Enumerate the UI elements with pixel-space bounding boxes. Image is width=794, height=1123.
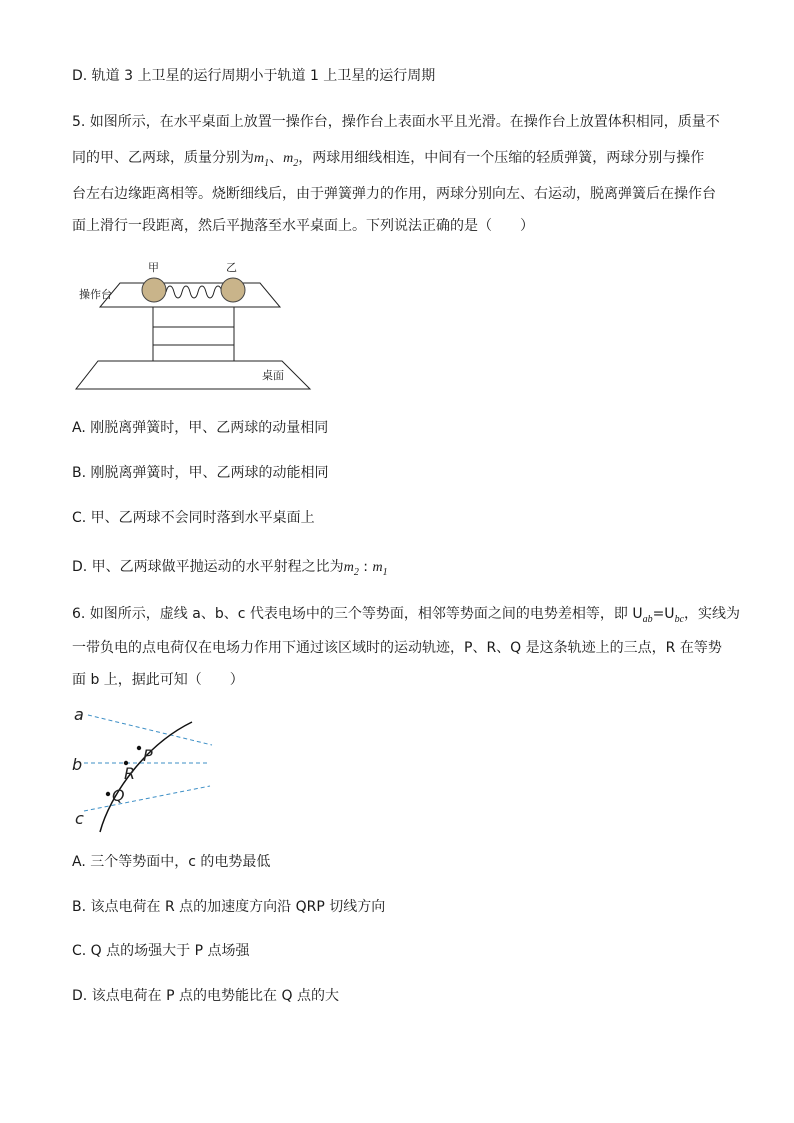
equipotential-c — [84, 786, 210, 811]
q5-option-d-text: D. 甲、乙两球做平抛运动的水平射程之比为 — [72, 559, 344, 575]
q5-option-d — [72, 557, 388, 583]
equipotential-a — [88, 715, 212, 745]
ball-jia — [142, 278, 166, 302]
ball-yi — [221, 278, 245, 302]
q5-option-c: C. 甲、乙两球不会同时落到水平桌面上 — [72, 510, 315, 526]
q6-stem-line1 — [72, 604, 740, 630]
q5-option-d-colon: : — [358, 559, 373, 575]
q5-stem-line2-b: ，两球用细线相连，中间有一个压缩的轻质弹簧，两球分别与操作 — [298, 150, 705, 166]
label-yi: 乙 — [226, 261, 237, 274]
label-desk: 桌面 — [262, 369, 284, 382]
q5-option-a: A. 刚脱离弹簧时，甲、乙两球的动量相同 — [72, 420, 329, 436]
q5-m2: m — [283, 151, 294, 166]
platform-top — [100, 283, 280, 307]
q5-stem-line2-a: 同的甲、乙两球，质量分别为 — [72, 150, 254, 166]
label-platform: 操作台 — [79, 288, 112, 301]
q5-stem-line3: 台左右边缘距离相等。烧断细线后，由于弹簧弹力的作用，两球分别向左、右运动，脱离弹簧后在操作台 — [72, 186, 716, 202]
q6-option-b: B. 该点电荷在 R 点的加速度方向沿 QRP 切线方向 — [72, 899, 386, 915]
q6-stem-line1-end: ，实线为 — [684, 606, 741, 622]
q6-ubc-sub: bc — [674, 613, 685, 625]
q5-sep: 、 — [269, 150, 284, 166]
q5-stem-line1: 5. 如图所示，在水平桌面上放置一操作台，操作台上表面水平且光滑。在操作台上放置体积相同，质量不 — [72, 114, 720, 130]
q6-eq: =U — [652, 606, 675, 622]
q5-option-d-ratio-b: m — [372, 560, 383, 575]
label-q: Q — [112, 786, 125, 805]
q6-uab-sub: ab — [642, 613, 653, 625]
q5-option-d-ratio-a-sub: 2 — [353, 566, 359, 578]
q5-m2-sub: 2 — [293, 157, 299, 169]
q6-option-d: D. 该点电荷在 P 点的电势能比在 Q 点的大 — [72, 988, 339, 1004]
q5-m1: m — [254, 151, 265, 166]
q6-option-c: C. Q 点的场强大于 P 点场强 — [72, 943, 250, 959]
q6-stem-line3: 面 b 上，据此可知（ ） — [72, 672, 244, 688]
q6-stem-line1-text: 6. 如图所示，虚线 a、b、c 代表电场中的三个等势面，相邻等势面之间的电势差相等，即 U — [72, 606, 643, 622]
q4-option-d: D. 轨道 3 上卫星的运行周期小于轨道 1 上卫星的运行周期 — [72, 68, 436, 84]
q5-option-b: B. 刚脱离弹簧时，甲、乙两球的动能相同 — [72, 465, 329, 481]
q5-option-d-ratio-a: m — [343, 560, 354, 575]
label-b: b — [72, 755, 83, 774]
q5-figure-platform — [70, 255, 320, 395]
trajectory — [100, 722, 192, 832]
label-jia: 甲 — [148, 261, 159, 274]
q6-stem-line2: 一带负电的点电荷仅在电场力作用下通过该区域时的运动轨迹，P、R、Q 是这条轨迹上的三点，R 在等势 — [72, 640, 722, 656]
label-r: R — [124, 764, 136, 783]
label-p: P — [143, 746, 153, 765]
point-p — [137, 746, 141, 750]
q6-option-a: A. 三个等势面中，c 的电势最低 — [72, 854, 271, 870]
q5-m1-sub: 1 — [264, 157, 270, 169]
q6-figure-equipotential — [70, 700, 220, 835]
q5-stem-line2 — [72, 148, 704, 174]
q5-stem-line4: 面上滑行一段距离，然后平抛落至水平桌面上。下列说法正确的是（ ） — [72, 218, 534, 234]
point-q — [106, 792, 110, 796]
label-a: a — [74, 705, 84, 724]
label-c: c — [75, 809, 84, 828]
q5-option-d-ratio-b-sub: 1 — [382, 566, 388, 578]
